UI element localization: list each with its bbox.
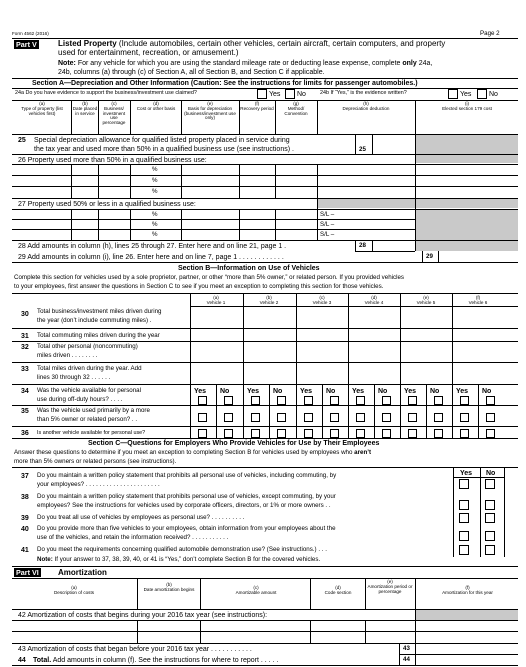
vehicle-2-header: (b) Vehicle 2: [259, 295, 279, 305]
vehicle-6-line-36-yes-checkbox[interactable]: [460, 429, 469, 438]
vehicle-5-line-36-yes-checkbox[interactable]: [408, 429, 417, 438]
p6-col-e-header: (e) Amortization period or percentage: [367, 579, 413, 594]
line-38-text-2: employees? See the instructions for vehicles used by corporate officers, directors, or 1% or more owners . .: [37, 502, 331, 509]
vehicle-3-line-34-no-checkbox[interactable]: [330, 396, 339, 405]
vehicle-3-line-32-field[interactable]: [297, 341, 348, 362]
line-38-no-checkbox[interactable]: [485, 500, 495, 510]
q24a-yes-label: Yes: [269, 91, 281, 98]
vehicle-6-yes-label: Yes: [456, 388, 469, 395]
col-i-header: (i) Elected section 179 cost: [442, 101, 492, 111]
line-35-text-1: Was the vehicle used primarily by a more: [37, 407, 150, 414]
line-27-row2-pct: %: [152, 221, 158, 228]
line-37-yes-checkbox[interactable]: [459, 479, 469, 489]
p6-col-c-header: (c) Amortizable amount: [235, 585, 277, 595]
vehicle-6-line-32-field[interactable]: [453, 341, 504, 362]
col-g-header: (g) Method/ Convention: [284, 101, 308, 116]
vehicle-1-line-31-field[interactable]: [191, 328, 242, 341]
part-v-note-line1: Note: For any vehicle for which you are using the standard mileage rate or deducting lease expense, complete only 24a,: [58, 60, 433, 67]
col-d-header: (d) Cost or other basis: [136, 101, 176, 111]
line-25-text-1: Special depreciation allowance for qualified listed property placed in service during: [34, 137, 290, 144]
col-f-header: (f) Recovery period: [240, 101, 274, 111]
line-25-text-2: the tax year and used more than 50% in a qualified business use (see instructions) .: [34, 146, 294, 153]
line-39-text: Do you treat all use of vehicles by employees as personal use? . . . . . . . . . .: [37, 514, 245, 521]
vehicle-5-line-36-no-checkbox[interactable]: [434, 429, 443, 438]
line-40-text-1: Do you provide more than five vehicles to your employees, obtain information from your employees about the: [37, 525, 336, 532]
line-37-number: 37: [21, 473, 29, 480]
line-33-text-2: lines 30 through 32 . . . . . .: [37, 374, 111, 381]
col-b-header: (b) Date placed in service: [72, 101, 98, 116]
vehicle-1-line-32-field[interactable]: [191, 341, 242, 362]
vehicle-5-line-32-field[interactable]: [401, 341, 452, 362]
line-38-number: 38: [21, 494, 29, 501]
vehicle-5-line-33-field[interactable]: [401, 362, 452, 384]
vehicle-6-line-34-yes-checkbox[interactable]: [460, 396, 469, 405]
line-36-text: Is another vehicle available for personal use?: [37, 430, 146, 436]
vehicle-3-line-35-no-checkbox[interactable]: [330, 413, 339, 422]
vehicle-4-line-34-yes-checkbox[interactable]: [356, 396, 365, 405]
vehicle-1-line-34-yes-checkbox[interactable]: [198, 396, 207, 405]
line-44-amount-field[interactable]: [416, 654, 518, 665]
vehicle-4-line-31-field[interactable]: [349, 328, 400, 341]
part-v-note-line2: 24b, columns (a) through (c) of Section A, all of Section B, and Section C if applicable.: [58, 69, 325, 76]
vehicle-6-no-label: No: [482, 388, 492, 395]
vehicle-1-yes-label: Yes: [194, 388, 207, 395]
line-29-amount-field[interactable]: [439, 251, 518, 262]
line-40-no-checkbox[interactable]: [485, 531, 495, 541]
line-43-box-label: 43: [403, 645, 410, 652]
vehicle-6-line-35-no-checkbox[interactable]: [486, 413, 495, 422]
vehicle-4-line-32-field[interactable]: [349, 341, 400, 362]
line-39-number: 39: [21, 515, 29, 522]
vehicle-3-line-36-yes-checkbox[interactable]: [304, 429, 313, 438]
vehicle-2-line-31-field[interactable]: [244, 328, 295, 341]
p6-col-f-header: (f) Amortization for this year: [442, 585, 493, 595]
vehicle-3-yes-label: Yes: [300, 388, 313, 395]
vehicle-6-line-36-no-checkbox[interactable]: [486, 429, 495, 438]
vehicle-2-yes-label: Yes: [247, 388, 260, 395]
vehicle-2-no-label: No: [273, 388, 283, 395]
vehicle-3-line-33-field[interactable]: [297, 362, 348, 384]
part-vi-title: Amortization: [58, 568, 107, 577]
line-27-row2-method: S/L –: [320, 221, 335, 228]
vehicle-1-line-35-no-checkbox[interactable]: [224, 413, 233, 422]
line-32-text-2: miles driven . . . . . . . .: [37, 352, 98, 359]
line-29-text: 29 Add amounts in column (i), line 26. Enter here and on line 7, page 1 . . . . . . . . . . . .: [18, 254, 284, 261]
line-38-yes-checkbox[interactable]: [459, 500, 469, 510]
vehicle-3-no-label: No: [326, 388, 336, 395]
line-27-row1-method: S/L –: [320, 211, 335, 218]
vehicle-3-header: (c) Vehicle 3: [312, 295, 332, 305]
col-h-header: (h) Depreciation deduction: [342, 101, 390, 111]
vehicle-5-header: (e) Vehicle 5: [416, 295, 436, 305]
line-32-text-1: Total other personal (noncommuting): [37, 343, 138, 350]
vehicle-1-line-35-yes-checkbox[interactable]: [198, 413, 207, 422]
vehicle-4-line-35-no-checkbox[interactable]: [382, 413, 391, 422]
section-b-intro-1: Complete this section for vehicles used by a sole proprietor, partner, or other “more than 5% owner,” or related person. If you provided vehicles: [14, 274, 405, 281]
line-32-number: 32: [21, 344, 29, 351]
line-41-yes-checkbox[interactable]: [459, 545, 469, 555]
line-25-amount-field[interactable]: [373, 134, 415, 154]
vehicle-2-line-32-field[interactable]: [244, 341, 295, 362]
line-30-number: 30: [21, 311, 29, 318]
vehicle-5-no-label: No: [430, 388, 440, 395]
form-id: Form 4562 (2016): [12, 31, 49, 36]
line-41-no-checkbox[interactable]: [485, 545, 495, 555]
vehicle-3-line-31-field[interactable]: [297, 328, 348, 341]
col-a-header: (a) Type of property (list vehicles first): [21, 101, 63, 116]
line-35-number: 35: [21, 408, 29, 415]
q24a-yes-checkbox[interactable]: [257, 89, 267, 99]
vehicle-5-yes-label: Yes: [404, 388, 417, 395]
line-31-text: Total commuting miles driven during the year: [37, 332, 160, 339]
vehicle-6-line-30-field[interactable]: [453, 306, 504, 328]
line-39-no-checkbox[interactable]: [485, 513, 495, 523]
line-40-number: 40: [21, 526, 29, 533]
line-34-text-1: Was the vehicle available for personal: [37, 387, 141, 394]
line-37-text-1: Do you maintain a written policy statement that prohibits all personal use of vehicles, including commuting, by: [37, 472, 337, 479]
q24b-yes-checkbox[interactable]: [448, 89, 458, 99]
line-30-text-2: the year (don’t include commuting miles) .: [37, 317, 152, 324]
vehicle-3-line-36-no-checkbox[interactable]: [330, 429, 339, 438]
section-a-title: Section A—Depreciation and Other Information (Caution: See the instructions for limits for passenger automobiles.): [32, 80, 418, 87]
line-29-box-label: 29: [426, 253, 433, 260]
line-25-number: 25: [18, 137, 26, 144]
col-e-header: (e) Basis for depreciation (business/investment use only): [184, 101, 236, 121]
line-37-no-checkbox[interactable]: [485, 479, 495, 489]
line-27-row3-method: S/L –: [320, 231, 335, 238]
line-25-box-label: 25: [359, 146, 366, 153]
q24a-text: 24a Do you have evidence to support the business/investment use claimed?: [15, 90, 197, 96]
vehicle-1-line-33-field[interactable]: [191, 362, 242, 384]
part-v-title-line1: Listed Property (Include automobiles, certain other vehicles, certain aircraft, certain computers, and property: [58, 39, 446, 48]
vehicle-2-line-34-yes-checkbox[interactable]: [251, 396, 260, 405]
line-37-text-2: your employees? . . . . . . . . . . . . . . . . . . . . . .: [37, 481, 160, 488]
vehicle-4-line-33-field[interactable]: [349, 362, 400, 384]
line-39-yes-checkbox[interactable]: [459, 513, 469, 523]
section-c-title: Section C—Questions for Employers Who Provide Vehicles for Use by Their Employees: [88, 440, 380, 447]
vehicle-4-line-36-no-checkbox[interactable]: [382, 429, 391, 438]
line-44-number: 44: [18, 657, 26, 664]
line-27-text: 27 Property used 50% or less in a qualified business use:: [18, 201, 196, 208]
vehicle-4-no-label: No: [378, 388, 388, 395]
line-26-row2-pct: %: [152, 177, 158, 184]
vehicle-4-line-36-yes-checkbox[interactable]: [356, 429, 365, 438]
vehicle-3-line-34-yes-checkbox[interactable]: [304, 396, 313, 405]
q24b-no-checkbox[interactable]: [477, 89, 487, 99]
line-43-text: 43 Amortization of costs that began before your 2016 tax year . . . . . . . . . . .: [18, 646, 252, 653]
section-c-no-header: No: [486, 470, 496, 477]
line-44-text: Total. Add amounts in column (f). See the instructions for where to report . . . . .: [33, 657, 279, 664]
line-33-number: 33: [21, 366, 29, 373]
line-28-amount-field[interactable]: [373, 240, 415, 251]
vehicle-4-line-34-no-checkbox[interactable]: [382, 396, 391, 405]
line-41-text: Do you meet the requirements concerning qualified automobile demonstration use? (See instructions.) . . .: [37, 546, 327, 553]
vehicle-2-line-33-field[interactable]: [244, 362, 295, 384]
vehicle-2-line-34-no-checkbox[interactable]: [277, 396, 286, 405]
line-44-box-label: 44: [403, 656, 410, 663]
q24a-no-checkbox[interactable]: [285, 89, 295, 99]
line-31-number: 31: [21, 333, 29, 340]
line-40-text-2: use of the vehicles, and retain the information received? . . . . . . . . . . .: [37, 534, 229, 541]
line-38-text-1: Do you maintain a written policy statement that prohibits personal use of vehicles, except commuting, by your: [37, 493, 336, 500]
q24a-no-label: No: [297, 91, 306, 98]
part-v-label: Part V: [16, 40, 37, 49]
vehicle-5-line-34-yes-checkbox[interactable]: [408, 396, 417, 405]
vehicle-3-line-35-yes-checkbox[interactable]: [304, 413, 313, 422]
p6-col-d-header: (d) Code section: [324, 585, 352, 595]
vehicle-1-line-34-no-checkbox[interactable]: [224, 396, 233, 405]
line-41-number: 41: [21, 547, 29, 554]
vehicle-4-header: (d) Vehicle 4: [364, 295, 384, 305]
vehicle-5-line-34-no-checkbox[interactable]: [434, 396, 443, 405]
vehicle-1-no-label: No: [220, 388, 230, 395]
vehicle-5-line-30-field[interactable]: [401, 306, 452, 328]
vehicle-2-line-35-yes-checkbox[interactable]: [251, 413, 260, 422]
section-c-note: Note: If your answer to 37, 38, 39, 40, or 41 is “Yes,” don’t complete Section B for the covered vehicles.: [37, 556, 321, 563]
line-27-row1-pct: %: [152, 211, 158, 218]
vehicle-3-line-30-field[interactable]: [297, 306, 348, 328]
q24b-no-label: No: [489, 91, 498, 98]
line-26-row1-pct: %: [152, 166, 158, 173]
vehicle-4-yes-label: Yes: [352, 388, 365, 395]
line-28-text: 28 Add amounts in column (h), lines 25 through 27. Enter here and on line 21, page 1 .: [18, 243, 287, 250]
vehicle-2-line-36-no-checkbox[interactable]: [277, 429, 286, 438]
vehicle-6-line-31-field[interactable]: [453, 328, 504, 341]
vehicle-4-line-30-field[interactable]: [349, 306, 400, 328]
line-40-yes-checkbox[interactable]: [459, 531, 469, 541]
section-c-intro-1: Answer these questions to determine if you meet an exception to completing Section B for vehicles used by employees who aren’t: [14, 449, 372, 456]
col-c-header: (c) Business/ investment use percentage: [102, 101, 126, 126]
line-35-text-2: than 5% owner or related person? . .: [37, 416, 138, 423]
line-26-row3-pct: %: [152, 188, 158, 195]
section-b-intro-2: to your employees, first answer the questions in Section C to see if you meet an exception to completing this section for those vehicles.: [14, 283, 384, 290]
vehicle-5-line-35-no-checkbox[interactable]: [434, 413, 443, 422]
line-27-row3-pct: %: [152, 231, 158, 238]
line-26-text: 26 Property used more than 50% in a qualified business use:: [18, 157, 207, 164]
section-c-intro-2: more than 5% owners or related persons (see instructions).: [14, 458, 177, 465]
vehicle-1-line-36-no-checkbox[interactable]: [224, 429, 233, 438]
vehicle-6-line-34-no-checkbox[interactable]: [486, 396, 495, 405]
section-c-yes-header: Yes: [460, 470, 473, 477]
part-vi-label: Part VI: [16, 568, 39, 577]
line-33-text-1: Total miles driven during the year. Add: [37, 365, 142, 372]
section-b-title: Section B—Information on Use of Vehicles: [178, 265, 320, 272]
line-34-number: 34: [21, 388, 29, 395]
vehicle-2-line-35-no-checkbox[interactable]: [277, 413, 286, 422]
line-43-amount-field[interactable]: [416, 643, 518, 654]
line-42-text: 42 Amortization of costs that begins during your 2016 tax year (see instructions):: [18, 612, 268, 619]
vehicle-5-line-35-yes-checkbox[interactable]: [408, 413, 417, 422]
line-30-text-1: Total business/investment miles driven during: [37, 308, 162, 315]
vehicle-2-line-36-yes-checkbox[interactable]: [251, 429, 260, 438]
vehicle-5-line-31-field[interactable]: [401, 328, 452, 341]
vehicle-2-line-30-field[interactable]: [244, 306, 295, 328]
vehicle-1-header: (a) Vehicle 1: [206, 295, 226, 305]
vehicle-4-line-35-yes-checkbox[interactable]: [356, 413, 365, 422]
q24b-yes-label: Yes: [460, 91, 472, 98]
vehicle-1-line-30-field[interactable]: [191, 306, 242, 328]
vehicle-1-line-36-yes-checkbox[interactable]: [198, 429, 207, 438]
part-v-title-line2: used for entertainment, recreation, or amusement.): [58, 48, 239, 57]
vehicle-6-line-33-field[interactable]: [453, 362, 504, 384]
q24b-text: 24b If “Yes,” is the evidence written?: [320, 90, 407, 96]
p6-col-a-header: (a) Description of costs: [53, 585, 95, 595]
vehicle-6-line-35-yes-checkbox[interactable]: [460, 413, 469, 422]
p6-col-b-header: (b) Date amortization begins: [143, 582, 195, 592]
page-number: Page 2: [480, 30, 500, 37]
line-34-text-2: use during off-duty hours? . . . .: [37, 396, 123, 403]
line-36-number: 36: [21, 430, 29, 437]
vehicle-6-header: (f) Vehicle 6: [468, 295, 488, 305]
line-28-box-label: 28: [359, 242, 366, 249]
